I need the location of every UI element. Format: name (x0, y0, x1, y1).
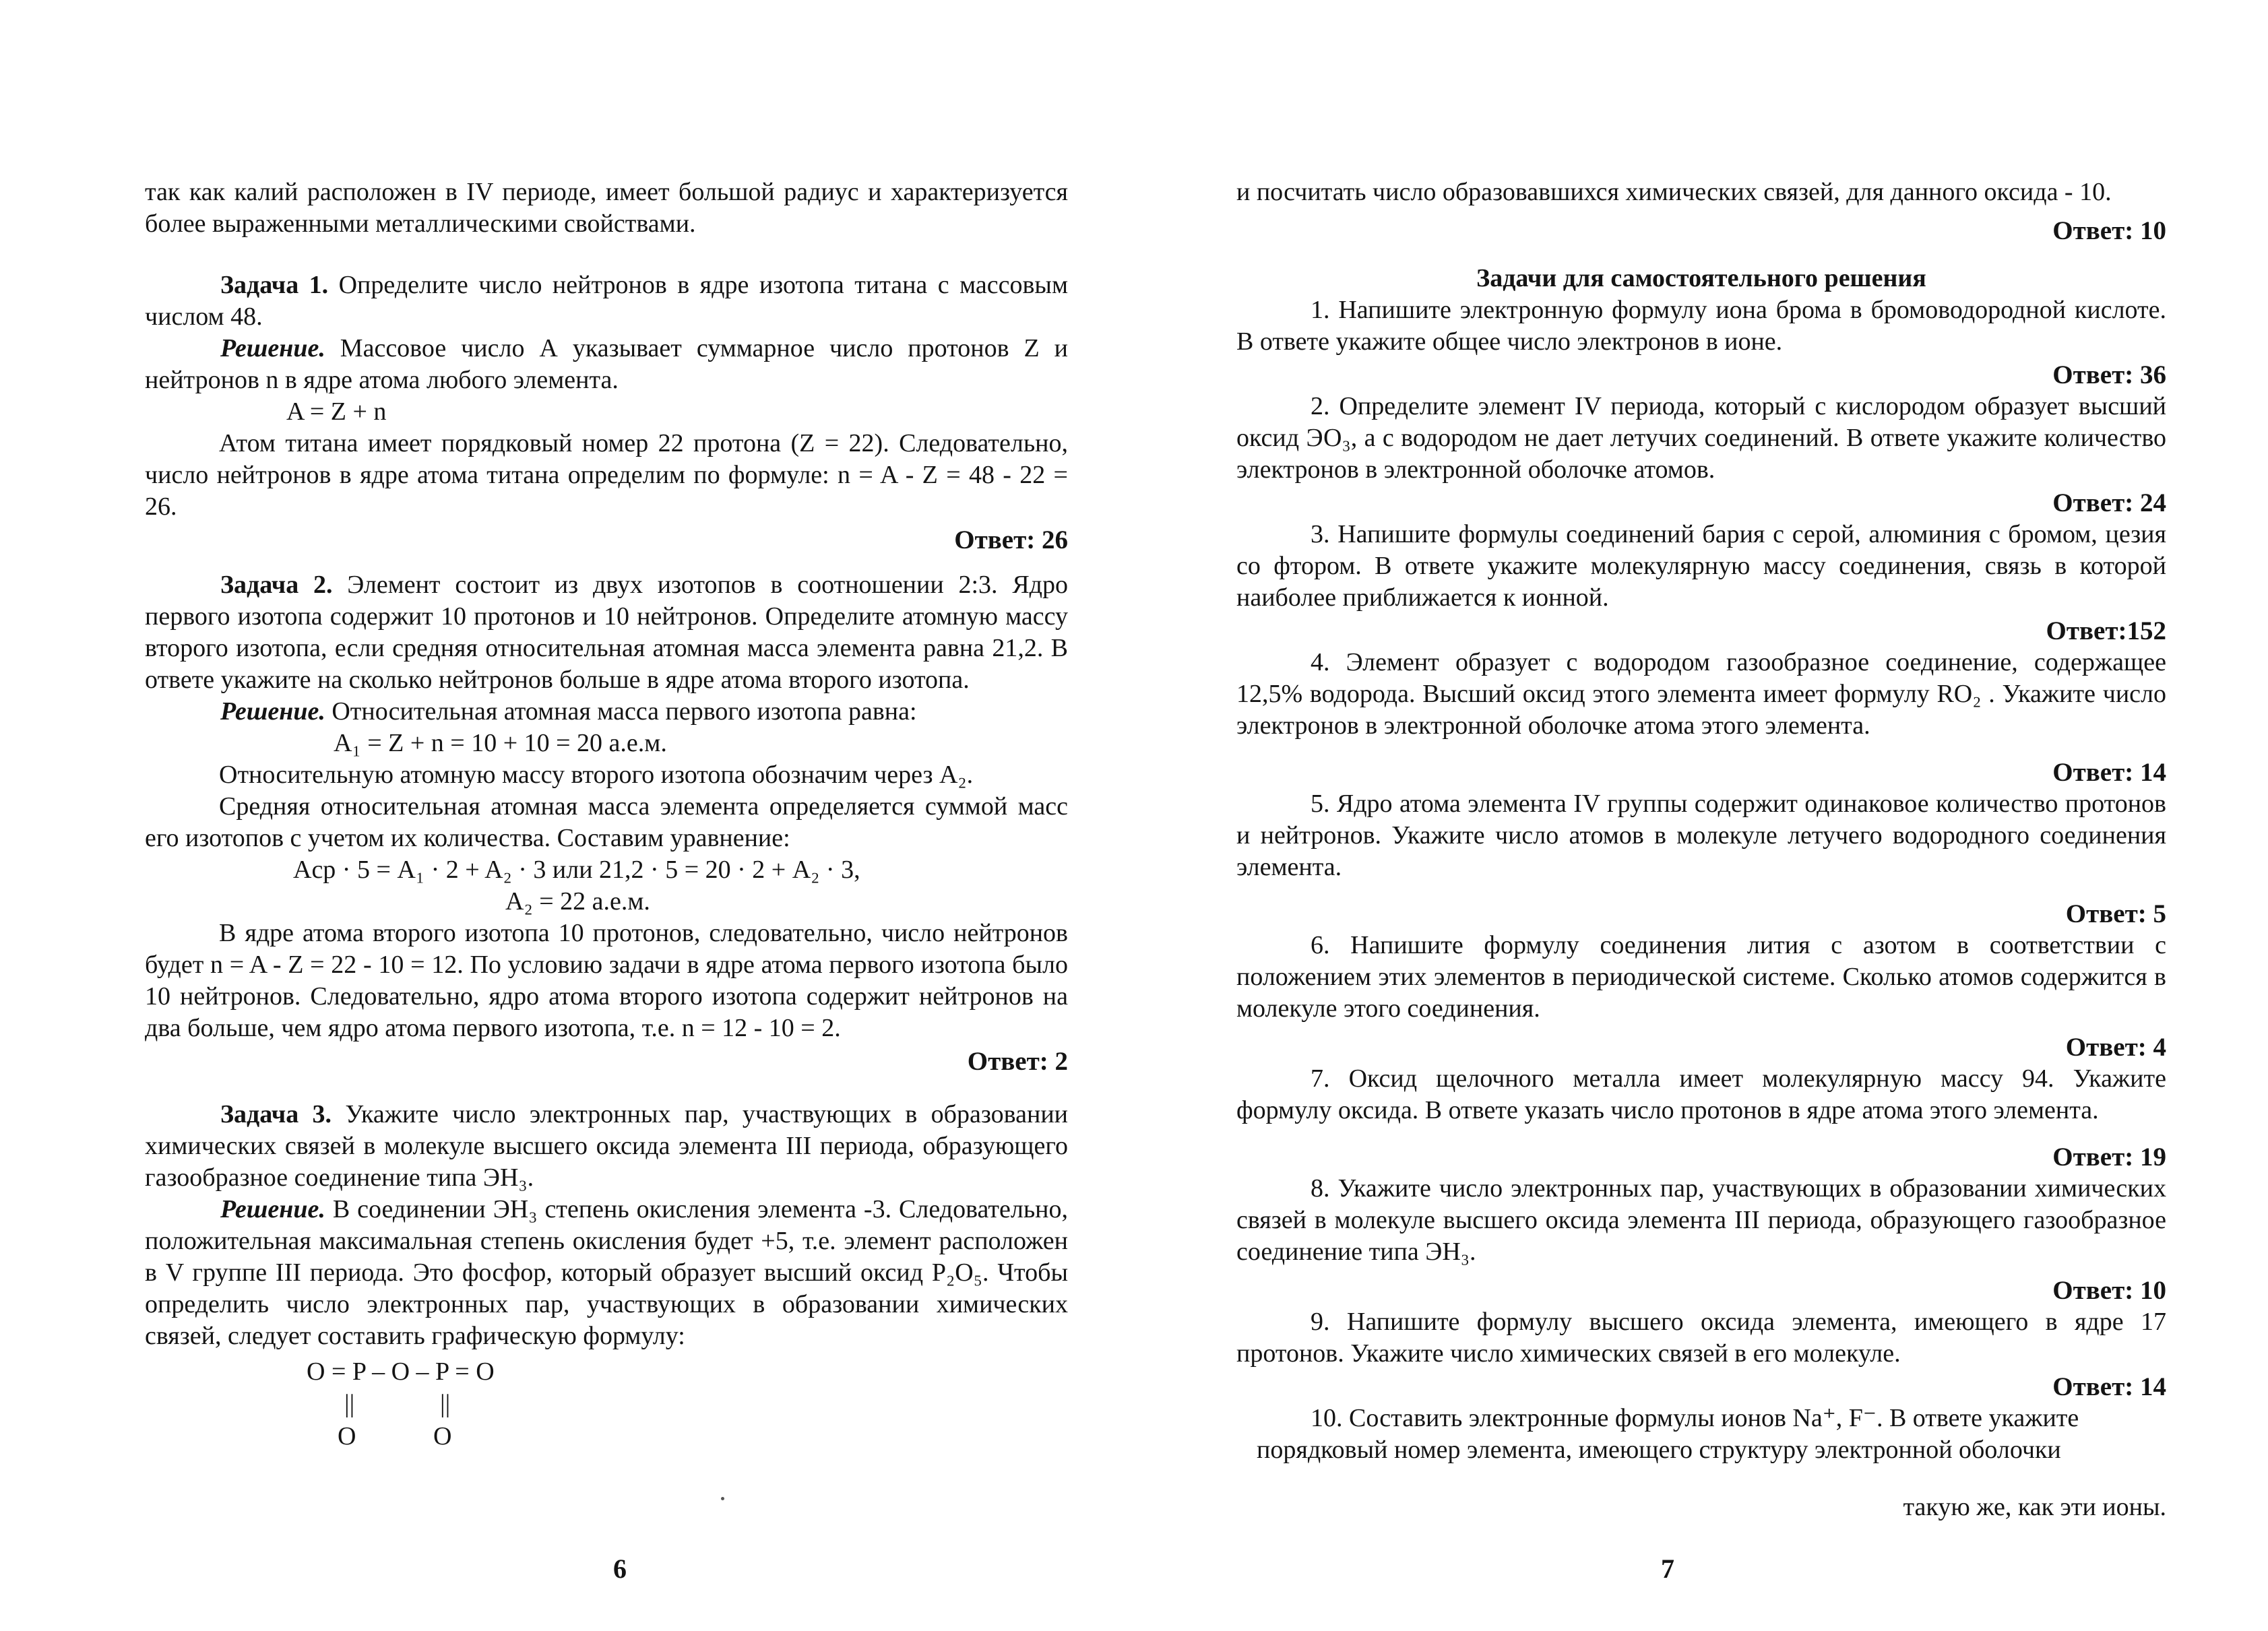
problem-10-line3: такую же, как эти ионы. (1903, 1493, 2166, 1521)
task2-solution (145, 696, 1068, 728)
left-column (145, 177, 1068, 1450)
task3-statement (145, 1099, 1068, 1194)
task1-solution (145, 333, 1068, 396)
struct-top-line: O = P – O – P = O (307, 1357, 495, 1386)
problem-1-answer: Ответ: 36 (2052, 360, 2166, 389)
section-heading: Задачи для самостоятельного решения (1476, 264, 1926, 292)
problem-3-answer: Ответ:152 (2046, 616, 2166, 645)
problem-2-answer: Ответ: 24 (2052, 488, 2166, 517)
task2-solution-text: Относительная атомная масса первого изотопа равна: (325, 697, 917, 726)
struct-double-bond-2: || (440, 1390, 451, 1418)
problem-3: 3. Напишите формулы соединений бария с серой, алюминия с бромом, цезия со фтором. В ответе укажите молекулярную массу соединения, связь в которой наиболее приближается к ионной. (1236, 520, 2166, 612)
problem-10-line2: порядковый номер элемента, имеющего структуру электронной оболочки (1257, 1436, 2061, 1464)
problem-5-answer: Ответ: 5 (2065, 899, 2166, 928)
intro-paragraph: так как калий расположен в IV периоде, имеет большой радиус и характеризуется более выраженными металлическими свойствами. (145, 178, 1068, 238)
p2o5-structural-formula (145, 1356, 1068, 1450)
task1-formula: A = Z + n (286, 397, 387, 426)
task3-solution-label: Решение. (220, 1195, 325, 1223)
problem-7: 7. Оксид щелочного металла имеет молекулярную массу 94. Укажите формулу оксида. В ответе указать число протонов в ядре атома этого элемента. (1236, 1064, 2166, 1124)
task1-statement (145, 269, 1068, 333)
problem-9-answer: Ответ: 14 (2052, 1372, 2166, 1401)
problem-4-answer: Ответ: 14 (2052, 758, 2166, 787)
page-number-right: 7 (1661, 1554, 1674, 1584)
problem-5: 5. Ядро атома элемента IV группы содержит одинаковое количество протонов и нейтронов. Укажите число атомов в молекуле летучего водородного соединения элемента. (1236, 790, 2166, 881)
task2-label: Задача 2. (220, 571, 333, 599)
struct-double-bond-1: || (344, 1390, 355, 1418)
problem-7-answer: Ответ: 19 (2052, 1143, 2166, 1172)
problem-4: 4. Элемент образует с водородом газообразное соединение, содержащее 12,5% водорода. Высший оксид этого элемента имеет формулу RO₂ . Укажите число электронов в электронной оболочке атома этого элемента. (1236, 648, 2166, 740)
struct-oxygen-2: O (433, 1422, 452, 1450)
task1-solution-label: Решение. (220, 334, 325, 362)
task2-formula1: A₁ = Z + n = 10 + 10 = 20 а.е.м. (334, 729, 667, 757)
task2-paragraph2: Относительную атомную массу второго изотопа обозначим через A₂. (219, 761, 974, 789)
problem-6: 6. Напишите формулу соединения лития с азотом в соответствии с положением этих элементов в периодической системе. Сколько атомов содержится в молекуле этого соединения. (1236, 931, 2166, 1023)
task3-solution-text: В соединении ЭН₃ степень окисления элемента -3. Следовательно, положительная максимальная степень окисления будет +5, т.е. элемент расположен в V группе III периода. Это фосфор, который образует высший оксид P₂O₅. Чтобы определить число электронных пар, участвующих в образовании химических связей, следует составить графическую формулу: (145, 1195, 1068, 1350)
problem-10-line1: 10. Составить электронные формулы ионов Na⁺, F⁻. В ответе укажите (1311, 1404, 2079, 1432)
task2-solution-label: Решение. (220, 697, 325, 726)
continuation-paragraph: и посчитать число образовавшихся химических связей, для данного оксида - 10. (1236, 178, 2112, 206)
problem-8: 8. Укажите число электронных пар, участвующих в образовании химических связей в молекуле высшего оксида элемента III периода, образующего газообразное соединение типа ЭН₃. (1236, 1174, 2166, 1266)
task2-statement (145, 569, 1068, 696)
problem-9: 9. Напишите формулу высшего оксида элемента, имеющего в ядре 17 протонов. Укажите число химических связей в его молекуле. (1236, 1308, 2166, 1368)
task2-formula3: A₂ = 22 а.е.м. (505, 887, 650, 916)
task3-text: Укажите число электронных пар, участвующих в образовании химических связей в молекуле высшего оксида элемента III периода, образующего газообразное соединение типа ЭН₃. (145, 1100, 1068, 1192)
struct-oxygen-1: O (338, 1422, 356, 1450)
task1-paragraph: Атом титана имеет порядковый номер 22 протона (Z = 22). Следовательно, число нейтронов в ядре атома титана определим по формуле: n = A - Z = 48 - 22 = 26. (145, 429, 1068, 521)
problem-2: 2. Определите элемент IV периода, который с кислородом образует высший оксид ЭО₃, а с водородом не дает летучих соединений. В ответе укажите количество электронов в электронной оболочке атомов. (1236, 392, 2166, 484)
problem-1: 1. Напишите электронную формулу иона брома в бромоводородной кислоте. В ответе укажите общее число электронов в ионе. (1236, 296, 2166, 356)
page-right (1134, 0, 2268, 1631)
task1-solution-text: Массовое число А указывает суммарное число протонов Z и нейтронов n в ядре атома любого элемента. (145, 334, 1068, 394)
problem-6-answer: Ответ: 4 (2065, 1033, 2166, 1062)
task2-paragraph3: Средняя относительная атомная масса элемента определяется суммой масс его изотопов с учетом их количества. Составим уравнение: (145, 792, 1068, 852)
continuation-answer: Ответ: 10 (2052, 216, 2166, 245)
task3-solution (145, 1194, 1068, 1352)
task3-label: Задача 3. (220, 1100, 332, 1128)
task1-text: Определите число нейтронов в ядре изотопа титана с массовым числом 48. (145, 271, 1068, 331)
right-column (1236, 177, 2166, 1549)
scan-speck (721, 1497, 724, 1500)
task1-label: Задача 1. (220, 271, 329, 299)
task2-text: Элемент состоит из двух изотопов в соотношении 2:3. Ядро первого изотопа содержит 10 протонов и 10 нейтронов. Определите атомную массу второго изотопа, если средняя относительная атомная масса элемента равна 21,2. В ответе укажите на сколько нейтронов больше в ядре атома второго изотопа. (145, 571, 1068, 694)
task2-answer: Ответ: 2 (967, 1047, 1068, 1076)
task2-paragraph4: В ядре атома второго изотопа 10 протонов, следовательно, число нейтронов будет n = A - Z = 22 - 10 = 12. По условию задачи в ядре атома первого изотопа было 10 нейтронов. Следовательно, ядро атома второго изотопа содержит нейтронов на два больше, чем ядро атома первого изотопа, т.е. n = 12 - 10 = 2. (145, 919, 1068, 1042)
task2-formula2: Aср · 5 = A₁ · 2 + A₂ · 3 или 21,2 · 5 = 20 · 2 + A₂ · 3, (293, 856, 860, 884)
task1-answer: Ответ: 26 (954, 525, 1068, 554)
page-number-left: 6 (613, 1554, 627, 1584)
problem-8-answer: Ответ: 10 (2052, 1276, 2166, 1305)
